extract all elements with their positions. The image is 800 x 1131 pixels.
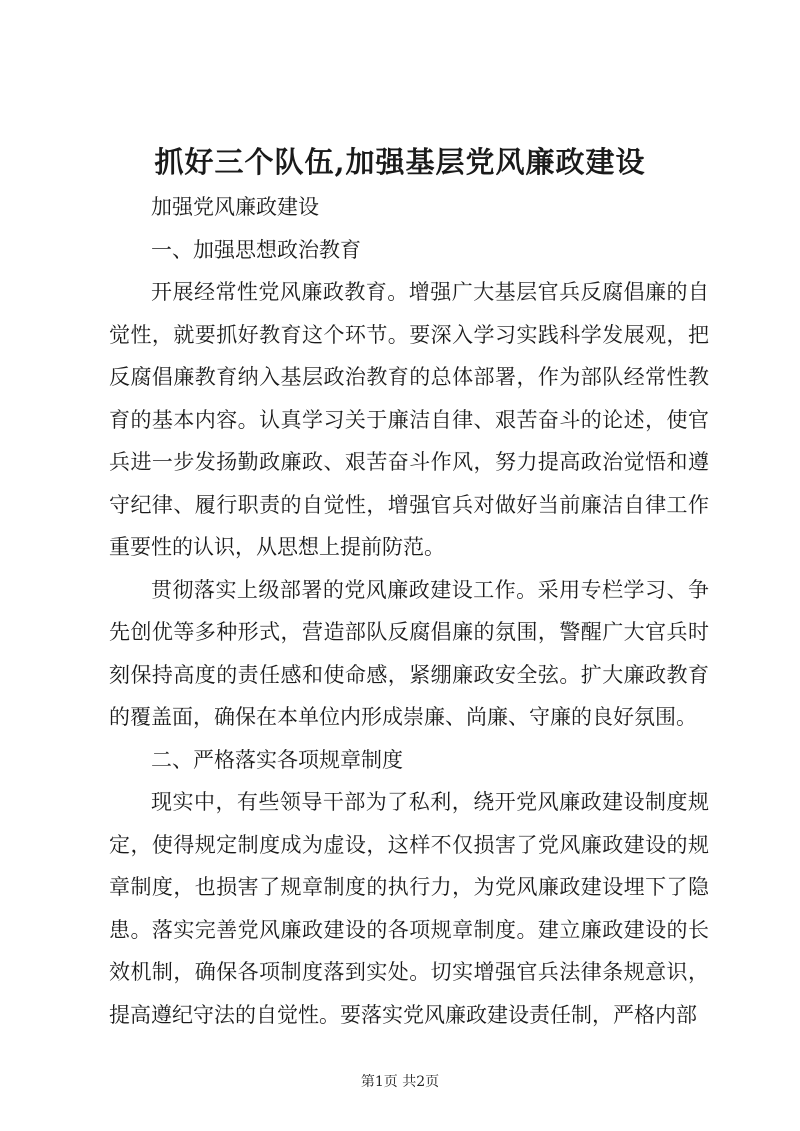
document-body (109, 186, 709, 1036)
body-paragraph: 开展经常性党风廉政教育。增强广大基层官兵反腐倡廉的自觉性，就要抓好教育这个环节。要深入学习实践科学发展观，把反腐倡廉教育纳入基层政治教育的总体部署，作为部队经常性教育的基本内容。认真学习关于廉洁自律、艰苦奋斗的论述，使官兵进一步发扬勤政廉政、艰苦奋斗作风，努力提高政治觉悟和遵守纪律、履行职责的自觉性，增强官兵对做好当前廉洁自律工作重要性的认识，从思想上提前防范。 (109, 280, 709, 559)
section-heading-2: 二、严格落实各项规章制度 (151, 747, 403, 772)
body-paragraph: 现实中，有些领导干部为了私利，绕开党风廉政建设制度规定，使得规定制度成为虚设，这样不仅损害了党风廉政建设的规章制度，也损害了规章制度的执行力，为党风廉政建设埋下了隐患。落实完善党风廉政建设的各项规章制度。建立廉政建设的长效机制，确保各项制度落到实处。切实增强官兵法律条规意识，提高遵纪守法的自觉性。要落实党风廉政建设责任制，严格内部 (109, 790, 709, 1027)
page-footer: 第1页 共2页 (360, 1074, 440, 1090)
paragraph-heading-main: 加强党风廉政建设 (151, 195, 319, 219)
body-paragraph: 贯彻落实上级部署的党风廉政建设工作。采用专栏学习、争先创优等多种形式，营造部队反腐倡廉的氛围，警醒广大官兵时刻保持高度的责任感和使命感，紧绷廉政安全弦。扩大廉政教育的覆盖面，确保在本单位内形成崇廉、尚廉、守廉的良好氛围。 (109, 577, 709, 729)
document-title: 抓好三个队伍,加强基层党风廉政建设 (154, 145, 646, 179)
section-heading-1: 一、加强思想政治教育 (151, 237, 361, 262)
